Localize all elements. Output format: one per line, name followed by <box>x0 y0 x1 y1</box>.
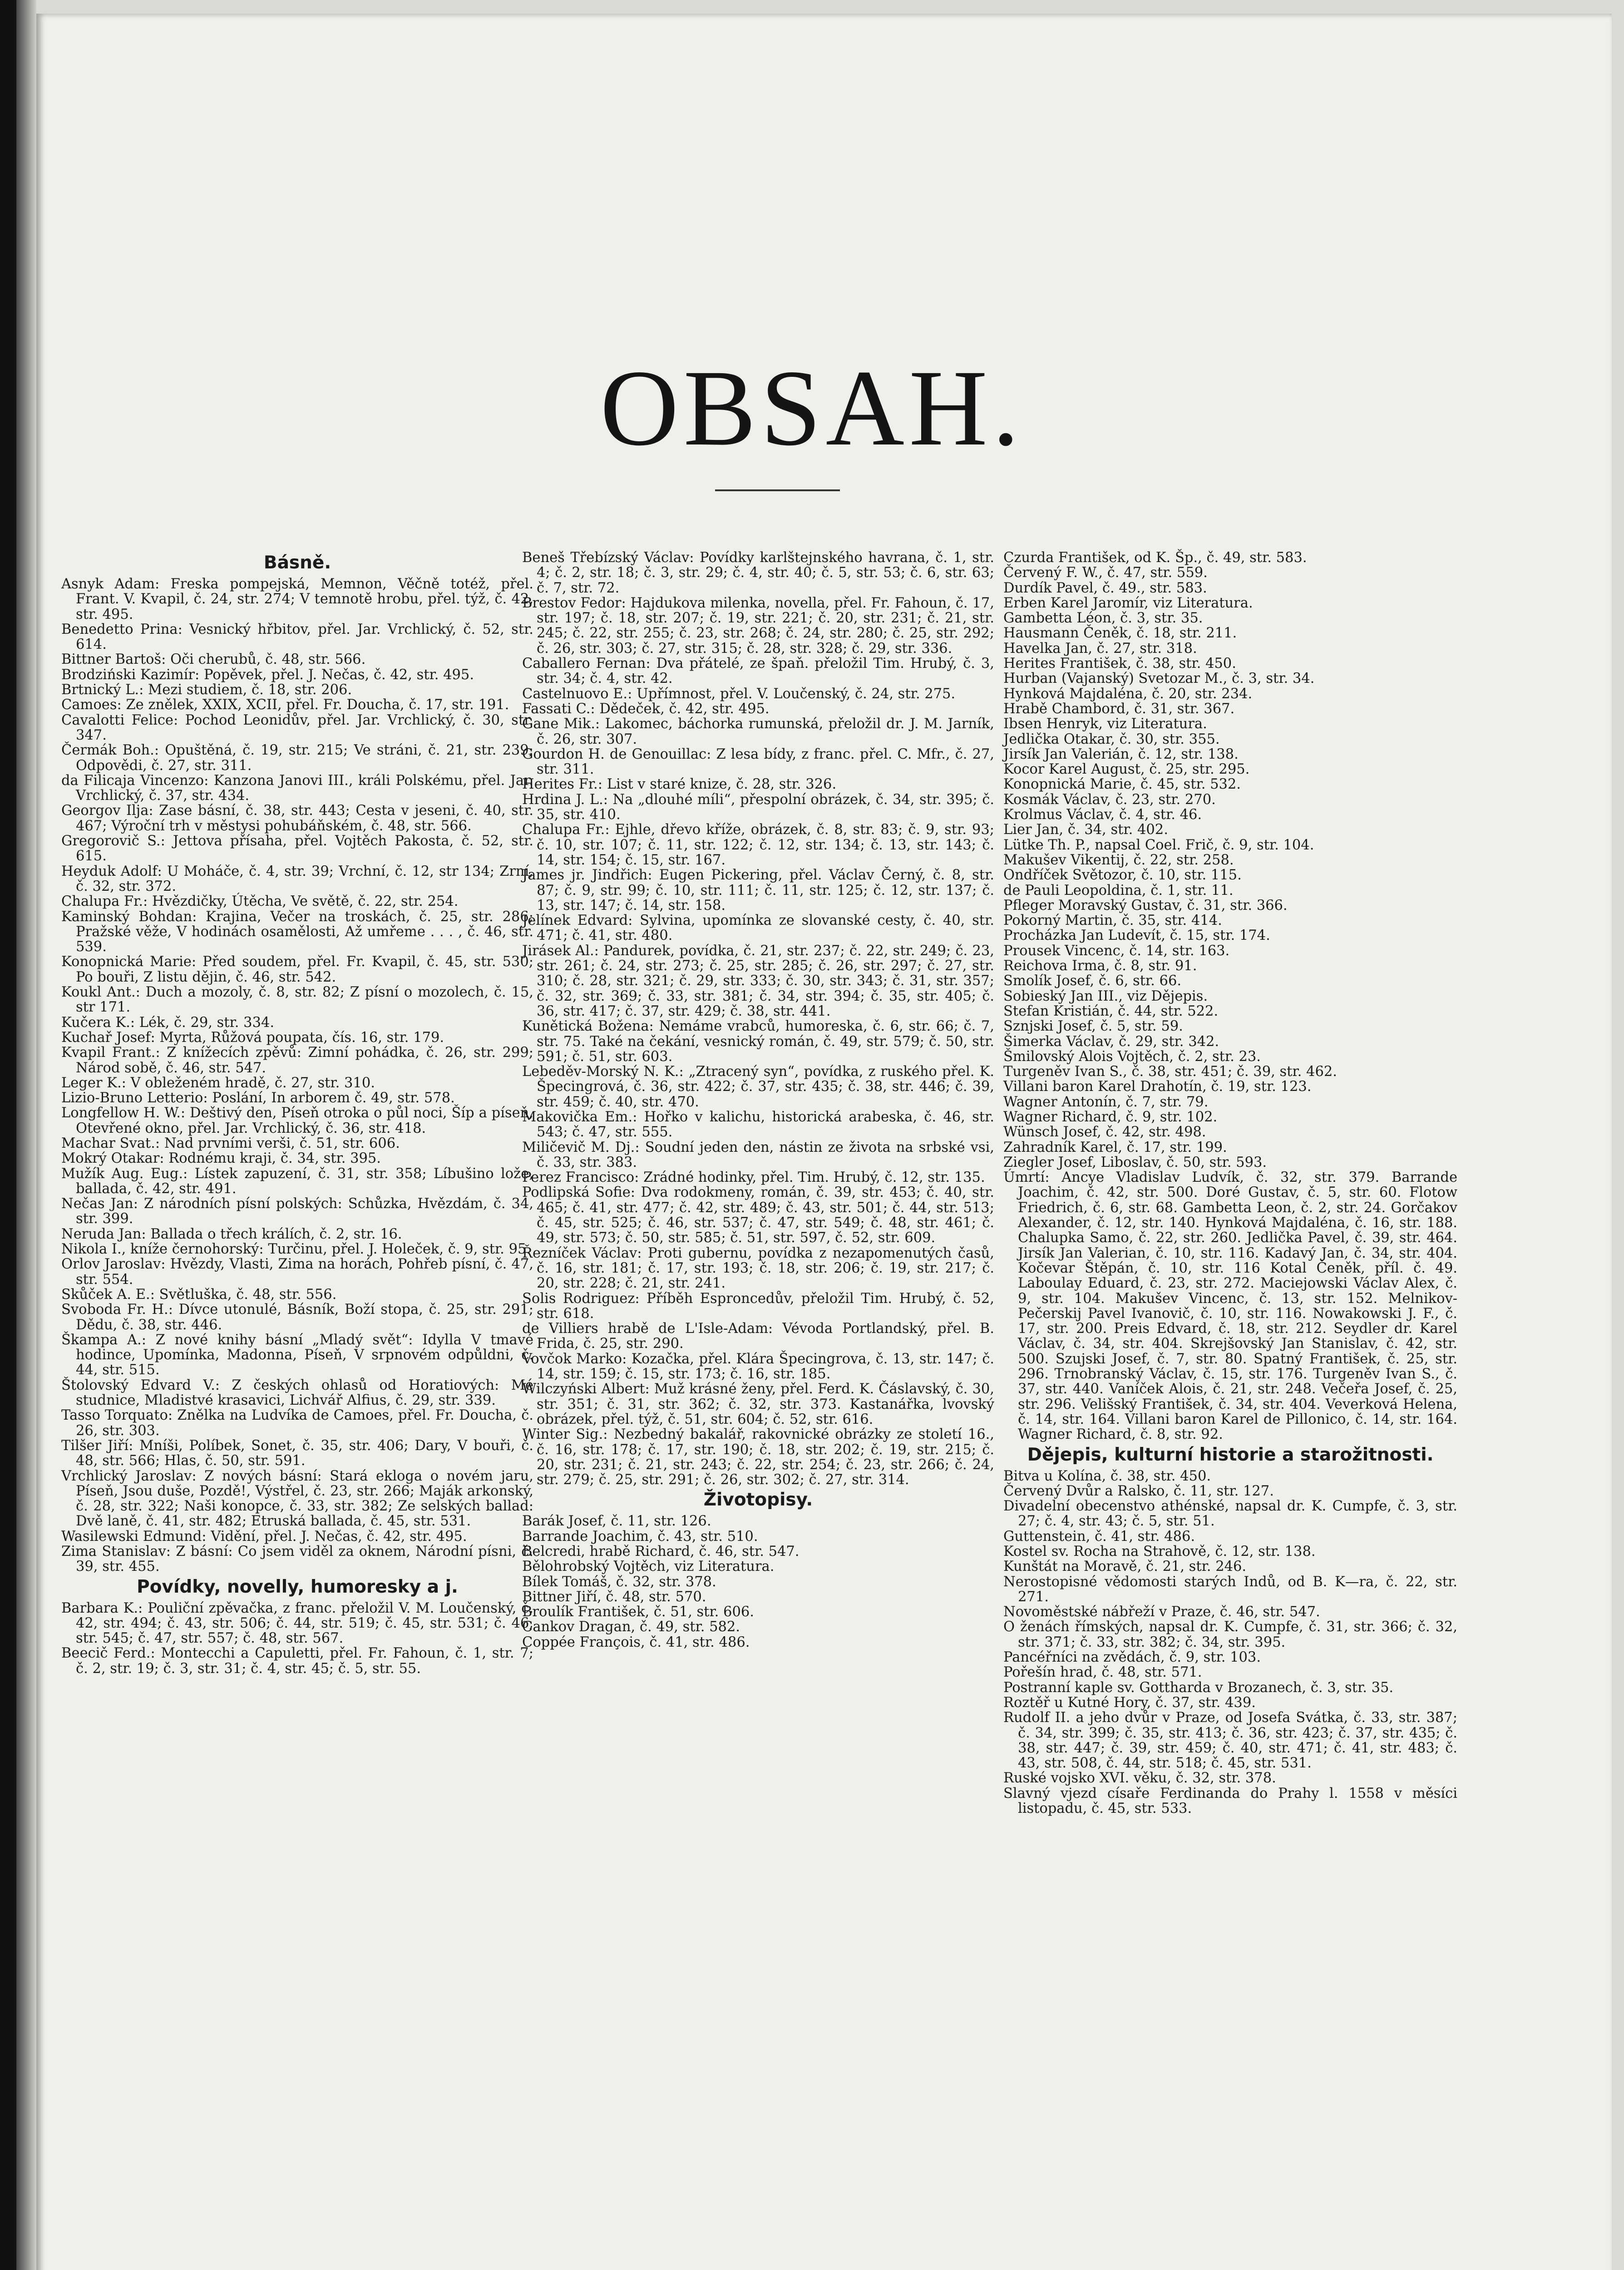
index-entry: Bittner Bartoš: Oči cherubů, č. 48, str. 566. <box>61 651 366 668</box>
index-entry: Machar Svat.: Nad prvními verši, č. 51, str. 606. <box>61 1135 400 1151</box>
index-entry: Jelínek Edvard: Sylvina, upomínka ze slovanské cesty, č. 40, str. 471; č. 41, str. 480. <box>522 913 994 944</box>
index-entry: Kaminský Bohdan: Krajina, Večer na troskách, č. 25, str. 286; Pražské věže, V hodinách osamělosti, Až umřeme . . . , č. 46, str. 539. <box>61 908 533 955</box>
index-entry: Reichova Irma, č. 8, str. 91. <box>1003 958 1197 974</box>
index-entry: Podlipská Sofie: Dva rodokmeny, román, č. 39, str. 453; č. 40, str. 465; č. 41, str. 477; č. 42, str. 489; č. 43, str. 501; č. 44, str. 513; č. 45, str. 525; č. 46, str. 537; č. 47, str. 549; č. 48, str. 461; č. 49, str. 573; č. 50, str. 585; č. 51, str. 597, č. 52, str. 609. <box>522 1184 994 1246</box>
index-entry: Coppée François, č. 41, str. 486. <box>522 1634 750 1650</box>
index-entry: Turgeněv Ivan S., č. 38, str. 451; č. 39, str. 462. <box>1003 1064 1337 1080</box>
index-entry: Červený F. W., č. 47, str. 559. <box>1003 565 1208 581</box>
index-entry: Kučera K.: Lék, č. 29, str. 334. <box>61 1014 275 1031</box>
index-entry: Lier Jan, č. 34, str. 402. <box>1003 822 1168 838</box>
index-entry: Herites František, č. 38, str. 450. <box>1003 656 1236 672</box>
index-entry: Asnyk Adam: Freska pompejská, Memnon, Věčně totéž, přel. Frant. V. Kvapil, č. 24, str. 274; V temnotě hrobu, přel. týž, č. 42, str. 495. <box>61 576 533 622</box>
index-entry: Procházka Jan Ludevít, č. 15, str. 174. <box>1003 928 1270 944</box>
index-entry: Prousek Vincenc, č. 14, str. 163. <box>1003 943 1230 959</box>
index-entry: Kostel sv. Rocha na Strahově, č. 12, str. 138. <box>1003 1544 1316 1559</box>
index-entry: Tilšer Jiří: Mníši, Políbek, Sonet, č. 35, str. 406; Dary, V bouři, č. 48, str. 566; Hlas, č. 50, str. 591. <box>61 1437 533 1469</box>
index-entry: Škampa A.: Z nové knihy básní „Mladý svět“: Idylla V tmavé hodince, Upomínka, Madonna, Píseň, V srpnovém odpůldni, č. 44, str. 515. <box>61 1332 533 1378</box>
index-entry: Caballero Fernan: Dva přátelé, ze špaň. přeložil Tim. Hrubý, č. 3, str. 34; č. 4, str. 42. <box>522 656 994 687</box>
index-entry: Mokrý Otakar: Rodnému kraji, č. 34, str. 395. <box>61 1150 381 1167</box>
index-entry: Brtnický L.: Mezi studiem, č. 18, str. 206. <box>61 682 352 698</box>
index-entry: Hrabě Chambord, č. 31, str. 367. <box>1003 701 1235 717</box>
index-entry: Orlov Jaroslav: Hvězdy, Vlasti, Zima na horách, Pohřeb písní, č. 47, str. 554. <box>61 1256 533 1288</box>
index-entry: Erben Karel Jaromír, viz Literatura. <box>1003 595 1253 611</box>
index-entry: Nečas Jan: Z národních písní polských: Schůzka, Hvězdám, č. 34, str. 399. <box>61 1196 533 1227</box>
page-title: OBSAH. <box>600 347 1024 468</box>
index-entry: Novoměstské nábřeží v Praze, č. 46, str. 547. <box>1003 1604 1320 1620</box>
index-entry: Castelnuovo E.: Upřímnost, přel. V. Loučenský, č. 24, str. 275. <box>522 686 956 702</box>
index-entry: Bittner Jiří, č. 48, str. 570. <box>522 1589 706 1605</box>
index-entry: Šimerka Václav, č. 29, str. 342. <box>1003 1033 1219 1050</box>
index-entry: Svoboda Fr. H.: Dívce utonulé, Básník, Boží stopa, č. 25, str. 291; Dědu, č. 38, str. 446. <box>61 1302 533 1333</box>
index-entry: Mužík Aug. Eug.: Lístek zapuzení, č. 31, str. 358; Líbušino lože, ballada, č. 42, str. 491. <box>61 1165 533 1197</box>
index-entry: Lizio-Bruno Letterio: Poslání, In arborem č. 49, str. 578. <box>61 1090 455 1106</box>
index-entry: Ibsen Henryk, viz Literatura. <box>1003 716 1207 732</box>
index-entry: Vrchlický Jaroslav: Z nových básní: Stará ekloga o novém jaru, Píseň, Jsou duše, Pozdě!, Výstřel, č. 23, str. 266; Maják arkonský, č. 28, str. 322; Naši konopce, č. 33, str. 382; Ze selských ballad: Dvě laně, č. 41, str. 482; Etruská ballada, č. 45, str. 531. <box>61 1468 533 1530</box>
index-entry: O ženách římských, napsal dr. K. Cumpfe, č. 31, str. 366; č. 32, str. 371; č. 33, str. 382; č. 34, str. 395. <box>1003 1619 1457 1650</box>
index-entry: Herites Fr.: List v staré knize, č. 28, str. 326. <box>522 776 837 793</box>
index-entry: Sobieský Jan III., viz Dějepis. <box>1003 988 1208 1004</box>
index-entry: de Villiers hrabě de L'Isle-Adam: Vévoda Portlandský, přel. B. Frida, č. 25, str. 290. <box>522 1321 994 1352</box>
index-entry: da Filicaja Vincenzo: Kanzona Janovi III., králi Polskému, přel. Jar. Vrchlický, č. 37, str. 434. <box>61 772 533 804</box>
column-2 <box>522 550 994 1650</box>
index-entry: Leger K.: V obleženém hradě, č. 27, str. 310. <box>61 1075 375 1091</box>
index-entry: Bitva u Kolína, č. 38, str. 450. <box>1003 1468 1211 1484</box>
index-entry: Cankov Dragan, č. 49, str. 582. <box>522 1619 740 1635</box>
index-entry: Georgov Ilja: Zase básní, č. 38, str. 443; Cesta v jeseni, č. 40, str. 467; Výroční trh v městysi pohubáňském, č. 48, str. 566. <box>61 803 533 834</box>
index-entry: Gane Mik.: Lakomec, báchorka rumunská, přeložil dr. J. M. Jarník, č. 26, str. 307. <box>522 716 994 747</box>
index-entry: Červený Dvůr a Ralsko, č. 11, str. 127. <box>1003 1483 1274 1499</box>
index-entry: Wilczyński Albert: Muž krásné ženy, přel. Ferd. K. Čáslavský, č. 30, str. 351; č. 31, str. 362; č. 32, str. 373. Kastanářka, lvovský obrázek, přel. týž, č. 51, str. 604; č. 52, str. 616. <box>522 1381 994 1427</box>
index-entry: Jirásek Al.: Pandurek, povídka, č. 21, str. 237; č. 22, str. 249; č. 23, str. 261; č. 24, str. 273; č. 25, str. 285; č. 26, str. 297; č. 27, str. 310; č. 28, str. 321; č. 29, str. 333; č. 30, str. 343; č. 31, str. 357; č. 32, str. 369; č. 33, str. 381; č. 34, str. 394; č. 35, str. 405; č. 36, str. 417; č. 37, str. 429; č. 38, str. 441. <box>522 943 994 1019</box>
index-entry: Nerostopisné vědomosti starých Indů, od B. K—ra, č. 22, str. 271. <box>1003 1574 1457 1605</box>
index-entry: Zima Stanislav: Z básní: Co jsem viděl za oknem, Národní písni, č. 39, str. 455. <box>61 1544 533 1575</box>
index-entry: Stefan Kristián, č. 44, str. 522. <box>1003 1003 1219 1019</box>
index-entry: Hrdina J. L.: Na „dlouhé míli“, přespolní obrázek, č. 34, str. 395; č. 35, str. 410. <box>522 791 994 823</box>
index-entry: Longfellow H. W.: Deštivý den, Píseň otroka o půl noci, Šíp a píseň, Otevřené okno, přel. Jar. Vrchlický, č. 36, str. 418. <box>61 1105 533 1136</box>
index-entry: Kocor Karel August, č. 25, str. 295. <box>1003 761 1250 778</box>
index-entry: Krolmus Václav, č. 4, str. 46. <box>1003 807 1202 823</box>
index-entry: Gambetta Léon, č. 3, str. 35. <box>1003 610 1203 627</box>
index-entry: Konopnická Marie: Před soudem, přel. Fr. Kvapil, č. 45, str. 530; Po bouři, Z listu dějin, č. 46, str. 542. <box>61 954 533 985</box>
index-entry: Ondříček Světozor, č. 10, str. 115. <box>1003 867 1242 883</box>
index-entry: Neruda Jan: Ballada o třech králích, č. 2, str. 16. <box>61 1226 402 1242</box>
index-entry: Jedlička Otakar, č. 30, str. 355. <box>1003 731 1220 747</box>
index-entry: Barrande Joachim, č. 43, str. 510. <box>522 1528 758 1545</box>
index-entry: Rudolf II. a jeho dvůr v Praze, od Josefa Svátka, č. 33, str. 387; č. 34, str. 399; č. 35, str. 413; č. 36, str. 423; č. 37, str. 435; č. 38, str. 447; č. 39, str. 459; č. 40, str. 471; č. 41, str. 483; č. 43, str. 508, č. 44, str. 518; č. 45, str. 531. <box>1003 1710 1457 1772</box>
page-gutter <box>16 0 36 2270</box>
index-entry: Gourdon H. de Genouillac: Z lesa bídy, z franc. přel. C. Mfr., č. 27, str. 311. <box>522 746 994 778</box>
index-entry: Pancéřníci na zvědách, č. 9, str. 103. <box>1003 1649 1261 1666</box>
index-entry: Postranní kaple sv. Gottharda v Brozanech, č. 3, str. 35. <box>1003 1679 1394 1696</box>
index-entry: Kvapil Frant.: Z knížecích zpěvů: Zimní pohádka, č. 26, str. 299; Národ sobě, č. 46, str. 547. <box>61 1045 533 1076</box>
index-entry: Bělohrobský Vojtěch, viz Literatura. <box>522 1559 775 1575</box>
index-entry: Konopnická Marie, č. 45, str. 532. <box>1003 776 1241 793</box>
index-entry: Villani baron Karel Drahotín, č. 19, str. 123. <box>1003 1079 1312 1095</box>
section-heading: Dějepis, kulturní historie a starožitnosti. <box>1027 1444 1434 1465</box>
index-entry: Durdík Pavel, č. 49., str. 583. <box>1003 580 1207 596</box>
index-entry: Koukl Ant.: Duch a mozoly, č. 8, str. 82; Z písní o mozolech, č. 15, str 171. <box>61 984 533 1016</box>
index-entry: Wagner Antonín, č. 7, str. 79. <box>1003 1094 1209 1110</box>
index-entry: Makušev Vikentij, č. 22, str. 258. <box>1003 852 1234 868</box>
index-entry: Skůček A. E.: Světluška, č. 48, str. 556. <box>61 1286 337 1303</box>
index-entry: Broulík František, č. 51, str. 606. <box>522 1604 754 1620</box>
section-heading: Básně. <box>263 553 331 573</box>
index-entry: Sznjski Josef, č. 5, str. 59. <box>1003 1018 1183 1035</box>
index-entry: Beneš Třebízský Václav: Povídky karlštejnského havrana, č. 1, str. 4; č. 2, str. 18; č. 3, str. 29; č. 4, str. 40; č. 5, str. 53; č. 6, str. 63; č. 7, str. 72. <box>522 550 994 596</box>
section-heading: Povídky, novelly, humoresky a j. <box>137 1576 458 1597</box>
index-entry: Solis Rodriguez: Příběh Esproncedův, přeložil Tim. Hrubý, č. 52, str. 618. <box>522 1290 994 1322</box>
column-3 <box>1003 550 1457 1816</box>
index-entry: Roztěř u Kutné Hory, č. 37, str. 439. <box>1003 1694 1256 1711</box>
column-1 <box>61 550 533 1676</box>
index-entry: Kuchař Josef: Myrta, Růžová poupata, čís. 16, str. 179. <box>61 1029 444 1046</box>
index-entry: de Pauli Leopoldina, č. 1, str. 11. <box>1003 882 1234 898</box>
index-entry: Kunštát na Moravě, č. 21, str. 246. <box>1003 1559 1247 1575</box>
index-entry: Chalupa Fr.: Hvězdičky, Útěcha, Ve světě, č. 22, str. 254. <box>61 893 459 910</box>
index-entry: Wünsch Josef, č. 42, str. 498. <box>1003 1124 1206 1140</box>
index-entry: Czurda František, od K. Šp., č. 49, str. 583. <box>1003 550 1307 566</box>
index-entry: Lütke Th. P., napsal Coel. Frič, č. 9, str. 104. <box>1003 837 1314 853</box>
index-entry: Brestov Fedor: Hajdukova milenka, novella, přel. Fr. Fahoun, č. 17, str. 197; č. 18, str. 207; č. 19, str. 221; č. 20, str. 231; č. 21, str. 245; č. 22, str. 255; č. 23, str. 268; č. 24, str. 280; č. 25, str. 292; č. 26, str. 303; č. 27, str. 315; č. 28, str. 328; č. 29, str. 336. <box>522 595 994 656</box>
index-entry: Jirsík Jan Valerián, č. 12, str. 138. <box>1003 746 1239 762</box>
index-entry: Vovčok Marko: Kozačka, přel. Klára Špecingrova, č. 13, str. 147; č. 14, str. 159; č. 15, str. 173; č. 16, str. 185. <box>522 1351 994 1382</box>
index-entry: Slavný vjezd císaře Ferdinanda do Prahy l. 1558 v měsíci listopadu, č. 45, str. 533. <box>1003 1785 1457 1817</box>
index-entry: Lebeděv-Morský N. K.: „Ztracený syn“, povídka, z ruského přel. K. Špecingrová, č. 36, str. 422; č. 37, str. 435; č. 38, str. 446; č. 39, str. 459; č. 40, str. 470. <box>522 1064 994 1110</box>
index-entry: Brodziński Kazimír: Popěvek, přel. J. Nečas, č. 42, str. 495. <box>61 666 474 683</box>
index-entry: James jr. Jindřich: Eugen Pickering, přel. Václav Černý, č. 8, str. 87; č. 9, str. 99; č. 10, str. 111; č. 11, str. 125; č. 12, str. 137; č. 13, str. 147; č. 14, str. 158. <box>522 867 994 913</box>
index-entry: Miličevič M. Dj.: Soudní jeden den, nástin ze života na srbské vsi, č. 33, str. 383. <box>522 1139 994 1170</box>
index-entry: Pořešín hrad, č. 48, str. 571. <box>1003 1664 1202 1681</box>
index-entry: Barbara K.: Pouliční zpěvačka, z franc. přeložil V. M. Loučenský, č. 42, str. 494; č. 43, str. 506; č. 44, str. 519; č. 45, str. 531; č. 46, str. 545; č. 47, str. 557; č. 48, str. 567. <box>61 1600 533 1647</box>
index-entry: Šmilovský Alois Vojtěch, č. 2, str. 23. <box>1003 1048 1261 1065</box>
index-entry: Nikola I., kníže černohorský: Turčinu, přel. J. Holeček, č. 9, str. 95. <box>61 1241 531 1258</box>
index-entry: Wasilewski Edmund: Vidění, přel. J. Nečas, č. 42, str. 495. <box>61 1528 467 1545</box>
index-entry: Bílek Tomáš, č. 32, str. 378. <box>522 1574 716 1590</box>
index-entry: Camoes: Ze znělek, XXIX, XCII, přel. Fr. Doucha, č. 17, str. 191. <box>61 697 509 713</box>
index-entry: Smolík Josef, č. 6, str. 66. <box>1003 973 1182 989</box>
section-heading: Životopisy. <box>703 1490 813 1510</box>
index-entry: Makovička Em.: Hořko v kalichu, historická arabeska, č. 46, str. 543; č. 47, str. 555. <box>522 1109 994 1140</box>
index-entry: Hynková Majdaléna, č. 20, str. 234. <box>1003 686 1253 702</box>
index-entry: Fassati C.: Dědeček, č. 42, str. 495. <box>522 701 770 717</box>
book-binding-shadow <box>0 0 16 2270</box>
title-divider <box>715 489 840 491</box>
index-entry: Guttenstein, č. 41, str. 486. <box>1003 1528 1195 1545</box>
index-entry: Havelka Jan, č. 27, str. 318. <box>1003 640 1197 656</box>
index-entry: Řezníček Václav: Proti gubernu, povídka z nezapomenutých časů, č. 16, str. 181; č. 17, str. 193; č. 18, str. 206; č. 19, str. 217; č. 20, str. 228; č. 21, str. 241. <box>522 1245 994 1292</box>
index-entry: Hurban (Vajanský) Svetozar M., č. 3, str. 34. <box>1003 671 1315 687</box>
index-entry: Zahradník Karel, č. 17, str. 199. <box>1003 1139 1227 1155</box>
index-entry: Benedetto Prina: Vesnický hřbitov, přel. Jar. Vrchlický, č. 52, str. 614. <box>61 621 533 653</box>
index-entry: Perez Francisco: Zrádné hodinky, přel. Tim. Hrubý, č. 12, str. 135. <box>522 1170 985 1186</box>
index-entry: Wagner Richard, č. 9, str. 102. <box>1003 1109 1218 1125</box>
index-entry: Heyduk Adolf: U Moháče, č. 4, str. 39; Vrchní, č. 12, str 134; Zrní, č. 32, str. 372. <box>61 863 533 894</box>
index-entry: Pokorný Martin, č. 35, str. 414. <box>1003 913 1222 929</box>
index-entry: Štolovský Edvard V.: Z českých ohlasů od Horatiových: Mé studnice, Mladistvé krasavici, Lichvář Alfius, č. 29, str. 339. <box>61 1377 533 1409</box>
index-entry: Ziegler Josef, Liboslav, č. 50, str. 593. <box>1003 1154 1267 1170</box>
index-entry: Divadelní obecenstvo athénské, napsal dr. K. Cumpfe, č. 3, str. 27; č. 4, str. 43; č. 5, str. 51. <box>1003 1498 1457 1530</box>
index-entry: Beecič Ferd.: Montecchi a Capuletti, přel. Fr. Fahoun, č. 1, str. 7; č. 2, str. 19; č. 3, str. 31; č. 4, str. 45; č. 5, str. 55. <box>61 1645 533 1677</box>
index-entry: Winter Sig.: Nezbedný bakalář, rakovnické obrázky ze století 16., č. 16, str. 178; č. 17, str. 190; č. 18, str. 202; č. 19, str. 215; č. 20, str. 231; č. 21, str. 243; č. 22, str. 254; č. 23, str. 266; č. 24, str. 279; č. 25, str. 291; č. 26, str. 302; č. 27, str. 314. <box>522 1426 994 1488</box>
index-entry: Barák Josef, č. 11, str. 126. <box>522 1513 711 1530</box>
index-entry: Ruské vojsko XVI. věku, č. 32, str. 378. <box>1003 1770 1276 1786</box>
index-entry: Gregorovič S.: Jettova přísaha, přel. Vojtěch Pakosta, č. 52, str. 615. <box>61 833 533 864</box>
index-entry: Pfleger Moravský Gustav, č. 31, str. 366. <box>1003 897 1288 913</box>
index-entry: Hausmann Čeněk, č. 18, str. 211. <box>1003 625 1237 642</box>
index-entry: Cavalotti Felice: Pochod Leonidův, přel. Jar. Vrchlický, č. 30, str. 347. <box>61 712 533 743</box>
index-entry: Úmrtí: Ancye Vladislav Ludvík, č. 32, str. 379. Barrande Joachim, č. 42, str. 500. Doré Gustav, č. 5, str. 60. Flotow Friedrich, č. 6, str. 68. Gambetta Leon, č. 2, str. 24. Gorčakov Alexander, č. 12, str. 140. Hynková Majdaléna, č. 16, str. 188. Chalupka Samo, č. 22, str. 260. Jedlička Pavel, č. 39, str. 464. Jirsík Jan Valerian, č. 10, str. 116. Kadavý Jan, č. 34, str. 404. Kočevar Štěpán, č. 10, str. 116 Kotal Čeněk, příl. č. 49. Laboulay Eduard, č. 23, str. 272. Maciejowski Václav Alex, č. 9, str. 104. Makušev Vincenc, č. 13, str. 152. Melnikov-Pečerskij Pavel Ivanovič, č. 10, str. 116. Nowakowski J. F., č. 17, str. 200. Preis Edvard, č. 18, str. 212. Seydler dr. Karel Václav, č. 34, str. 404. Skrejšovský Jan Stanislav, č. 42, str. 500. Szujski Josef, č. 7, str. 80. Spatný František, č. 25, str. 296. Trnobranský Václav, č. 15, str. 176. Turgeněv Ivan S., č. 37, str. 440. Vaníček Alois, č. 21, str. 248. Večeřa Josef, č. 25, str. 296. Velišský František, č. 34, str. 404. Veverková Helena, č. 14, str. 164. Villani baron Karel de Pillonico, č. 14, str. 164. Wagner Richard, č. 8, str. 92. <box>1003 1170 1457 1443</box>
index-entry: Chalupa Fr.: Ejhle, dřevo kříže, obrázek, č. 8, str. 83; č. 9, str. 93; č. 10, str. 107; č. 11, str. 122; č. 12, str. 134; č. 13, str. 143; č. 14, str. 154; č. 15, str. 167. <box>522 822 994 868</box>
index-entry: Tasso Torquato: Znělka na Ludvíka de Camoes, přel. Fr. Doucha, č. 26, str. 303. <box>61 1407 533 1439</box>
index-entry: Čermák Boh.: Opuštěná, č. 19, str. 215; Ve stráni, č. 21, str. 239; Odpovědi, č. 27, str. 311. <box>61 742 533 774</box>
index-entry: Kosmák Václav, č. 23, str. 270. <box>1003 791 1216 808</box>
index-entry: Belcredi, hrabě Richard, č. 46, str. 547. <box>522 1544 800 1559</box>
index-entry: Kunětická Božena: Nemáme vrabců, humoreska, č. 6, str. 66; č. 7, str. 75. Také na čekání, vesnický román, č. 49, str. 579; č. 50, str. 591; č. 51, str. 603. <box>522 1018 994 1065</box>
